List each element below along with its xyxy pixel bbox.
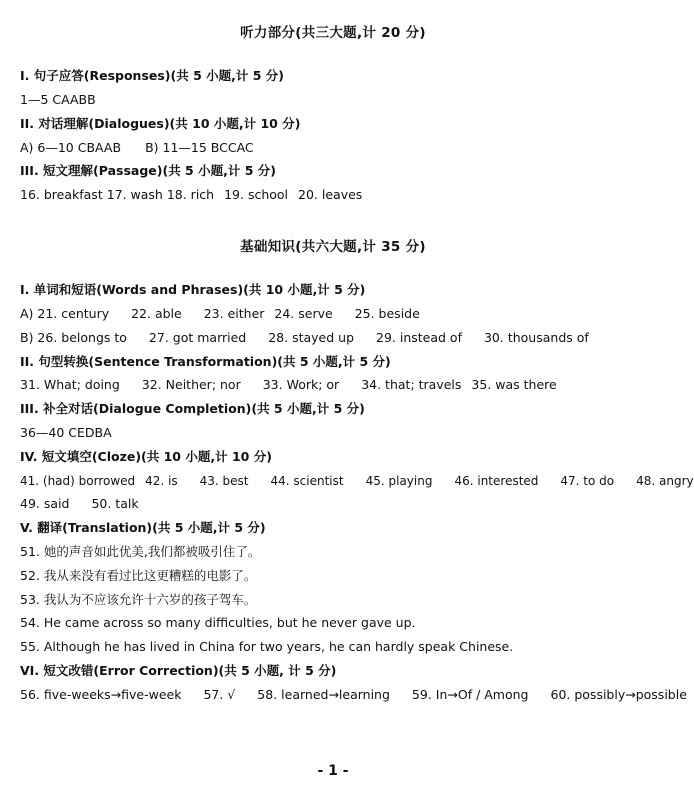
cloze-line-b: [20, 496, 139, 512]
correction-answers: [20, 687, 687, 703]
answer-item: 34. that; travels: [361, 377, 462, 392]
answer-item: 42. is: [145, 474, 178, 488]
page-number: - 1 -: [317, 763, 349, 779]
translation-heading: V. 翻译(Translation)(共 5 小题,计 5 分): [20, 520, 266, 535]
passage-answer-3: 20. leaves: [298, 187, 363, 202]
basics-title: 基础知识(共六大题,计 35 分): [240, 239, 426, 255]
words-line-a: [20, 306, 420, 322]
dialogues-heading: II. 对话理解(Dialogues)(共 10 小题,计 10 分): [20, 116, 301, 131]
passage-heading: III. 短文理解(Passage)(共 5 小题,计 5 分): [20, 163, 276, 178]
answer-item: 35. was there: [471, 377, 557, 392]
answer-item: 28. stayed up: [268, 330, 355, 345]
answer-item: A) 21. century: [20, 306, 110, 321]
dialogues-answer-a: A) 6—10 CBAAB: [20, 140, 122, 155]
answer-item: 44. scientist: [270, 474, 344, 488]
transform-answers: [20, 377, 557, 393]
responses-answers: 1—5 CAABB: [20, 92, 96, 107]
transform-heading: II. 句型转换(Sentence Transformation)(共 5 小题,计 5 分): [20, 354, 391, 369]
answer-item: 29. instead of: [376, 330, 462, 345]
dialogues-answers: [20, 140, 254, 156]
answer-item: 50. talk: [91, 496, 139, 511]
answer-item: 57. √: [203, 687, 236, 702]
words-heading: I. 单词和短语(Words and Phrases)(共 10 小题,计 5 分): [20, 282, 366, 297]
answer-item: 23. either: [203, 306, 265, 321]
correction-heading: VI. 短文改错(Error Correction)(共 5 小题, 计 5 分): [20, 663, 337, 678]
answer-item: 32. Neither; nor: [141, 377, 241, 392]
answer-item: 56. five-weeks→five-week: [20, 687, 182, 702]
answer-item: 30. thousands of: [483, 330, 589, 345]
answer-item: 43. best: [199, 474, 249, 488]
translation-answer-52: 52. 我从来没有看过比这更糟糕的电影了。: [20, 568, 257, 583]
answer-item: B) 26. belongs to: [20, 330, 127, 345]
answer-item: 31. What; doing: [20, 377, 120, 392]
answer-item: 46. interested: [454, 474, 539, 488]
words-line-b: [20, 330, 589, 346]
answer-item: 48. angry: [636, 474, 694, 488]
answer-item: 27. got married: [148, 330, 247, 345]
responses-heading: I. 句子应答(Responses)(共 5 小题,计 5 分): [20, 68, 284, 83]
cloze-heading: IV. 短文填空(Cloze)(共 10 小题,计 10 分): [20, 449, 272, 464]
passage-answer-1: 16. breakfast 17. wash 18. rich: [20, 187, 215, 202]
cloze-line-a: [20, 473, 694, 489]
answer-item: 24. serve: [274, 306, 333, 321]
answer-item: 45. playing: [365, 474, 433, 488]
answer-item: 60. possibly→possible: [550, 687, 687, 702]
answer-item: 58. learned→learning: [257, 687, 390, 702]
answer-item: 59. In→Of / Among: [411, 687, 529, 702]
listening-title: 听力部分(共三大题,计 20 分): [240, 25, 426, 41]
answer-item: 49. said: [20, 496, 70, 511]
answer-item: 25. beside: [354, 306, 420, 321]
answer-item: 33. Work; or: [262, 377, 340, 392]
passage-answer-2: 19. school: [224, 187, 289, 202]
answer-item: 47. to do: [560, 474, 615, 488]
dialogue-completion-heading: III. 补全对话(Dialogue Completion)(共 5 小题,计 5 分): [20, 401, 365, 416]
translation-answer-53: 53. 我认为不应该允许十六岁的孩子驾车。: [20, 592, 257, 607]
answer-item: 41. (had) borrowed: [20, 474, 136, 488]
translation-answer-55: 55. Although he has lived in China for two years, he can hardly speak Chinese.: [20, 639, 514, 654]
dialogues-answer-b: B) 11—15 BCCAC: [145, 140, 254, 155]
translation-answer-54: 54. He came across so many difficulties, but he never gave up.: [20, 615, 416, 630]
passage-answers: [20, 187, 362, 203]
translation-answer-51: 51. 她的声音如此优美,我们都被吸引住了。: [20, 544, 261, 559]
dialogue-completion-answers: 36—40 CEDBA: [20, 425, 112, 440]
answer-item: 22. able: [131, 306, 182, 321]
